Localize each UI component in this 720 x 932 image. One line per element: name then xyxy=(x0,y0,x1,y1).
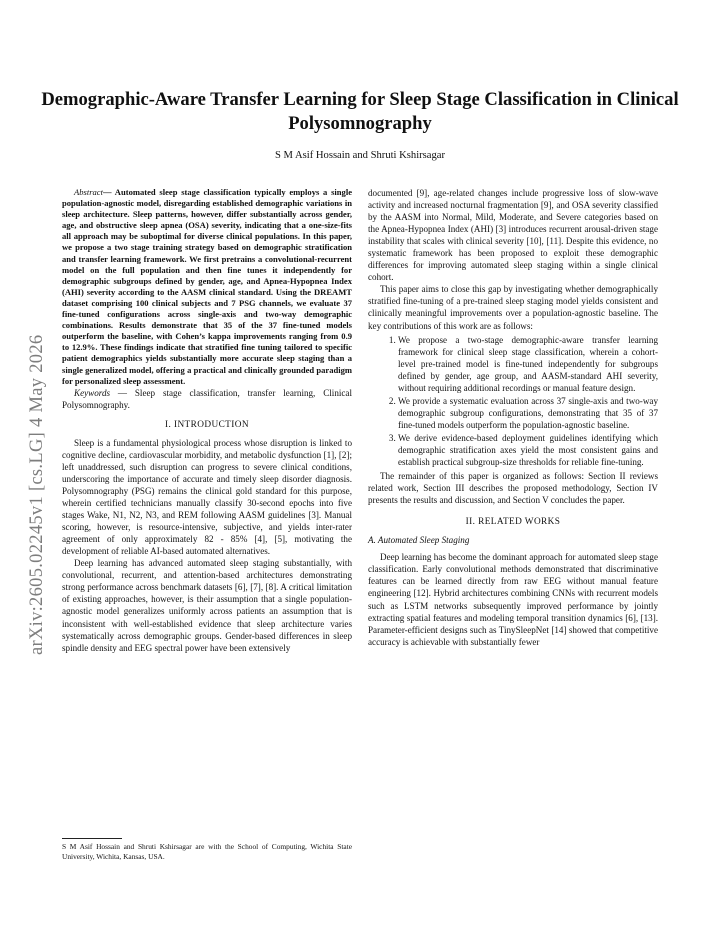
keywords xyxy=(62,387,352,411)
subsection-heading-sleep-staging: A. Automated Sleep Staging xyxy=(368,535,470,546)
intro-paragraph-4: This paper aims to close this gap by investigating whether demographically stratified fine-tuning of a pre-trained sleep staging model yields consistent and clinically meaningful improvements over a population-agnostic baseline. The key contributions of this work are as follows: xyxy=(368,284,658,331)
intro-paragraph-3: documented [9], age-related changes include progressive loss of slow-wave activity and increased nocturnal fragmentation [9], and OSA severity classified by the AASM into Normal, Mild, Moderate, and Severe categories based on the Apnea-Hypopnea Index (AHI) [3] introduces recurrent arousal-driven stage instability that scales with clinical severity [10], [11]. Despite this evidence, no systematic framework has been proposed to exploit these demographic differences for improving automated sleep staging within a single clinical cohort. xyxy=(368,188,658,283)
paper-title: Demographic-Aware Transfer Learning for Sleep Stage Classification in Clinical Polysomnography xyxy=(41,89,679,134)
abstract-text: — Automated sleep stage classification typically employs a single population-agnostic model, disregarding established demographic variations in sleep architecture. Sleep patterns, however, differ substantially across gender, age, and obstructive sleep apnea (OSA) severity, indicating that a one-size-fits all approach may be suboptimal for diverse clinical populations. In this paper, we propose a two stage training strategy based on demographic stratification and transfer learning framework. We first pretrains a convolutional-recurrent model on the full population and then fine tunes it independently for demographic subgroups defined by gender, age, and Apnea-Hypopnea Index (AHI) severity according to the AASM clinical standard. Using the DREAMT dataset comprising 100 clinical subjects and 7 PSG channels, we evaluate 37 fine-tuned configurations across single-axis and two-way demographic combinations. Results demonstrate that 35 of the 37 fine-tuned models outperform the baseline, with Cohen’s kappa improvements ranging from 0.9 to 12.9%. These findings indicate that stratified fine tuning tailored to specific patient demographics yields substantially more accurate sleep staging than a single generalized model, offering a practical and clinically grounded paradigm for personalized sleep assessment. xyxy=(62,187,352,386)
footnote-rule xyxy=(62,838,122,839)
left-column xyxy=(62,187,352,654)
intro-paragraph-5: The remainder of this paper is organized as follows: Section II reviews related work, Section III describes the proposed methodology, Section IV presents the results and discussion, and Section V concludes the paper. xyxy=(368,471,658,506)
abstract-lead: Abstract xyxy=(74,187,103,197)
arxiv-identifier: arXiv:2605.02245v1 [cs.LG] 4 May 2026 xyxy=(27,334,47,655)
contribution-item: 2. We provide a systematic evaluation across 37 single-axis and two-way demographic subgroup configurations, demonstrating that 35 of 37 fine-tuned models outperform the population-agnostic baseline. xyxy=(398,395,658,431)
contribution-item: 1. We propose a two-stage demographic-aware transfer learning framework for clinical sleep stage classification, wherein a cohort-level pre-trained model is fine-tuned independently for subgroups defined by gender, age group, and AASM-standard AHI severity, without requiring additional recordings or manual feature design. xyxy=(398,334,658,394)
author-list: S M Asif Hossain and Shruti Kshirsagar xyxy=(274,150,446,161)
keywords-lead: Keywords xyxy=(74,387,111,398)
keywords-text: — Sleep stage classification, transfer learning, Clinical Polysomnography. xyxy=(62,387,352,410)
intro-paragraph-2: Deep learning has advanced automated sleep staging substantially, with convolutional, recurrent, and attention-based architectures demonstrating strong performance across benchmark datasets [6], [7], [8]. A critical limitation of existing approaches, however, is their assumption that a single population-agnostic model generalizes uniformly across patients an assumption that is inconsistent with well-established evidence that sleep architecture varies systematically across demographic groups. Gender-based differences in sleep spindle density and EEG spectral power have been extensively xyxy=(62,558,352,653)
related-paragraph-1: Deep learning has become the dominant approach for automated sleep stage classification. Early convolutional methods demonstrated that discriminative features can be learned directly from raw EEG without manual feature engineering [12]. Hybrid architectures combining CNNs with recurrent models such as LSTM networks subsequently improved performance by jointly extracting spatial features and modeling temporal transition dynamics [6], [13]. Parameter-efficient designs such as TinySleepNet [14] showed that competitive accuracy is achievable with substantially fewer xyxy=(368,552,658,647)
section-heading-introduction: I. INTRODUCTION xyxy=(165,419,249,430)
contribution-item: 3. We derive evidence-based deployment guidelines identifying which demographic stratification axes yield the most consistent gains and establish practical subgroup-size thresholds for reliable fine-tuning. xyxy=(398,432,658,468)
right-column xyxy=(368,187,658,648)
abstract xyxy=(62,187,352,387)
section-heading-related-works: II. RELATED WORKS xyxy=(465,517,561,528)
contributions-list xyxy=(368,334,658,469)
intro-paragraph-1: Sleep is a fundamental physiological process whose disruption is linked to cognitive decline, cardiovascular morbidity, and metabolic dysfunction [1], [2]; left unaddressed, such disruption can progress to severe clinical conditions, underscoring the importance of accurate and timely sleep disorder diagnosis. Polysomnography (PSG) remains the clinical gold standard for this purpose, wherein certified technicians manually classify 30-second epochs into five stages Wake, N1, N2, N3, and REM following AASM guidelines [3]. Manual scoring, however, is resource-intensive, subjective, and yields inter-rater agreement of only approximately 82 - 85% [4], [5], motivating the development of reliable AI-based automated alternatives. xyxy=(62,437,352,557)
affiliation-footnote: S M Asif Hossain and Shruti Kshirsagar are with the School of Computing, Wichita State University, Wichita, Kansas, USA. xyxy=(62,842,352,861)
